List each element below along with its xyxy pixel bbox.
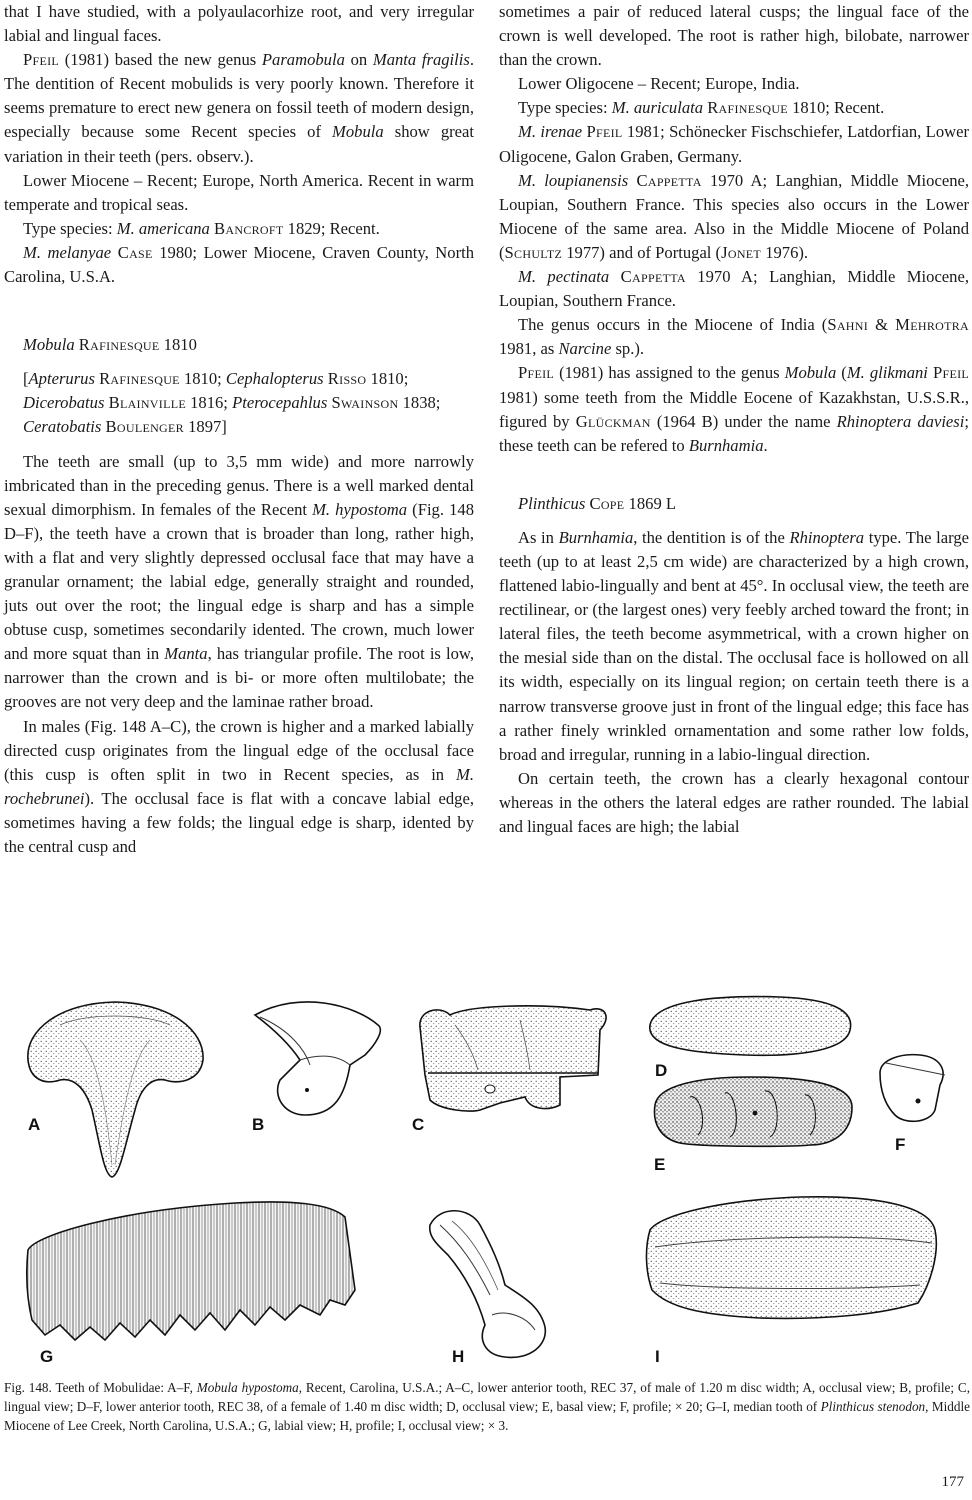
paragraph: The genus occurs in the Miocene of India (Sahni & Mehrotra 1981, as Narcine sp.).: [499, 315, 969, 359]
paragraph: Pfeil (1981) has assigned to the genus Mobula (M. glikmani Pfeil 1981) some teeth from the Middle Eocene of Kazakhstan, U.S.S.R., figured by Glückman (1964 B) under the name Rhinoptera daviesi; these teeth can be refered to Burnhamia.: [499, 363, 969, 455]
paragraph: Pfeil (1981) based the new genus Paramobula on Manta fragilis. The dentition of Recent mobulids is very poorly known. Therefore it seems premature to erect new genera on fossil teeth of modern design, especially because some Recent species of Mobula show great variation in their teeth (pers. observ.).: [4, 50, 475, 166]
species-entry: M. pectinata Cappetta 1970 A; Langhian, Middle Miocene, Loupian, Southern France.: [499, 267, 969, 311]
genus-heading-mobula: Mobula Rafinesque 1810: [23, 335, 197, 355]
tooth-c-lingual: [420, 1006, 606, 1111]
paragraph: sometimes a pair of reduced lateral cusps; the lingual face of the crown is well developed. The root is rather high, bilobate, narrower than the crown.: [499, 2, 969, 70]
paragraph: On certain teeth, the crown has a clearly hexagonal contour whereas in the others the lateral edges are rather rounded. The labial and lingual faces are high; the labial: [499, 768, 969, 836]
page-number: 177: [941, 1474, 964, 1490]
tooth-g-labial: [27, 1202, 355, 1340]
paragraph: In males (Fig. 148 A–C), the crown is higher and a marked labially directed cusp originates from the lingual edge of the occlusal face (this cusp is often split in two in Recent species, as in M. rochebrunei). The occlusal face is flat with a concave labial edge, sometimes having a few folds; the lingual edge is sharp, idented by the central cusp and: [4, 716, 474, 856]
tooth-e-basal: [654, 1077, 852, 1146]
figure-label-c: C: [412, 1115, 425, 1134]
figure-label-h: H: [452, 1347, 465, 1366]
type-species: Type species: M. auriculata Rafinesque 1810; Recent.: [518, 98, 885, 118]
species-entry: M. loupianensis Cappetta 1970 A; Langhian, Middle Miocene, Loupian, Southern France. This species also occurs in the Lower Miocene of the same area. Also in the Middle Miocene of Poland (Schultz 1977) and of Portugal (Jonet 1976).: [499, 170, 969, 262]
left-column: [4, 0, 474, 859]
paragraph: As in Burnhamia, the dentition is of the Rhinoptera type. The large teeth (up to at least 2,5 cm wide) are characterized by a high crown, flattened labio-lingually and bent at 45°. In occlusal view, the teeth are rectilinear, or (the largest ones) very feebly arched toward the front; in lateral files, the teeth become asymmetrical, with a crown higher on the mesial side than on the distal. The occlusal face is hollowed on all its width, especially on its lingual region; on certain teeth there is a narrow transverse groove just in front of the lingual edge; this face has a rather finely wrinkled ornamentation and some rather low folds, broad and irregular, running in a labio-lingual direction.: [499, 527, 969, 764]
figure-label-e: E: [654, 1155, 666, 1174]
figure-caption: Fig. 148. Teeth of Mobulidae: A–F, Mobula hypostoma, Recent, Carolina, U.S.A.; A–C, lower anterior tooth, REC 37, of male of 1.20 m disc width; A, occlusal view; B, profile; C, lingual view; D–F, lower anterior tooth, REC 38, of a female of 1.40 m disc width; D, occlusal view; E, basal view; F, profile; × 20; G–I, median tooth of Plinthicus stenodon, Middle Miocene of Lee Creek, North Carolina, U.S.A.; G, labial view; H, profile; I, occlusal view; × 3.: [4, 1380, 970, 1433]
tooth-f-profile: [880, 1055, 945, 1122]
tooth-d-occlusal: [650, 997, 851, 1056]
genus-heading-plinthicus: Plinthicus Cope 1869 L: [518, 493, 677, 513]
figure-label-f: F: [895, 1135, 906, 1154]
stratigraphic-range: Lower Oligocene – Recent; Europe, India.: [518, 74, 800, 94]
species-entry: M. irenae Pfeil 1981; Schönecker Fischschiefer, Latdorfian, Lower Oligocene, Galon Graben, Germany.: [499, 122, 969, 166]
paragraph: The teeth are small (up to 3,5 mm wide) and more narrowly imbricated than in the preceding genus. There is a well marked dental sexual dimorphism. In females of the Recent M. hypostoma (Fig. 148 D–F), the teeth have a crown that is broader than long, rather high, with a flat and very slightly depressed occlusal face that may have a granular ornament; the labial edge, generally straight and rounded, juts out over the root; the lingual edge is sharp and has a simple obtuse cusp, sometimes secondarily idented. The crown, much lower and more squat than in Manta, has triangular profile. The root is low, narrower than the crown and is bi- or more often multilobate; the grooves are not very deep and the laminae rather broad.: [4, 451, 474, 712]
species-entry: M. melanyae Case 1980; Lower Miocene, Craven County, North Carolina, U.S.A.: [4, 242, 475, 287]
figure-label-b: B: [252, 1115, 265, 1134]
synonymy-list: [Apterurus Rafinesque 1810; Cephalopterus Risso 1810; Dicerobatus Blainville 1816; Pterocepahlus Swainson 1838; Ceratobatis Boulenger 1897]: [23, 369, 441, 437]
figure-label-d: D: [655, 1061, 668, 1080]
tooth-i-occlusal: [646, 1197, 936, 1319]
tooth-h-profile: [430, 1211, 546, 1358]
tooth-a-occlusal: [28, 1002, 203, 1177]
figure-148: [0, 985, 972, 1375]
figure-label-i: I: [655, 1347, 660, 1366]
paragraph: that I have studied, with a polyaulacorhize root, and very irregular labial and lingual faces.: [4, 2, 474, 46]
type-species: Type species: M. americana Bancroft 1829; Recent.: [23, 218, 380, 238]
stratigraphic-range: Lower Miocene – Recent; Europe, North America. Recent in warm temperate and tropical seas.: [4, 170, 474, 214]
tooth-illustrations: [0, 985, 972, 1375]
figure-label-a: A: [28, 1115, 41, 1134]
right-column: [499, 0, 969, 839]
tooth-b-profile: [255, 1002, 380, 1115]
figure-label-g: G: [40, 1347, 54, 1366]
